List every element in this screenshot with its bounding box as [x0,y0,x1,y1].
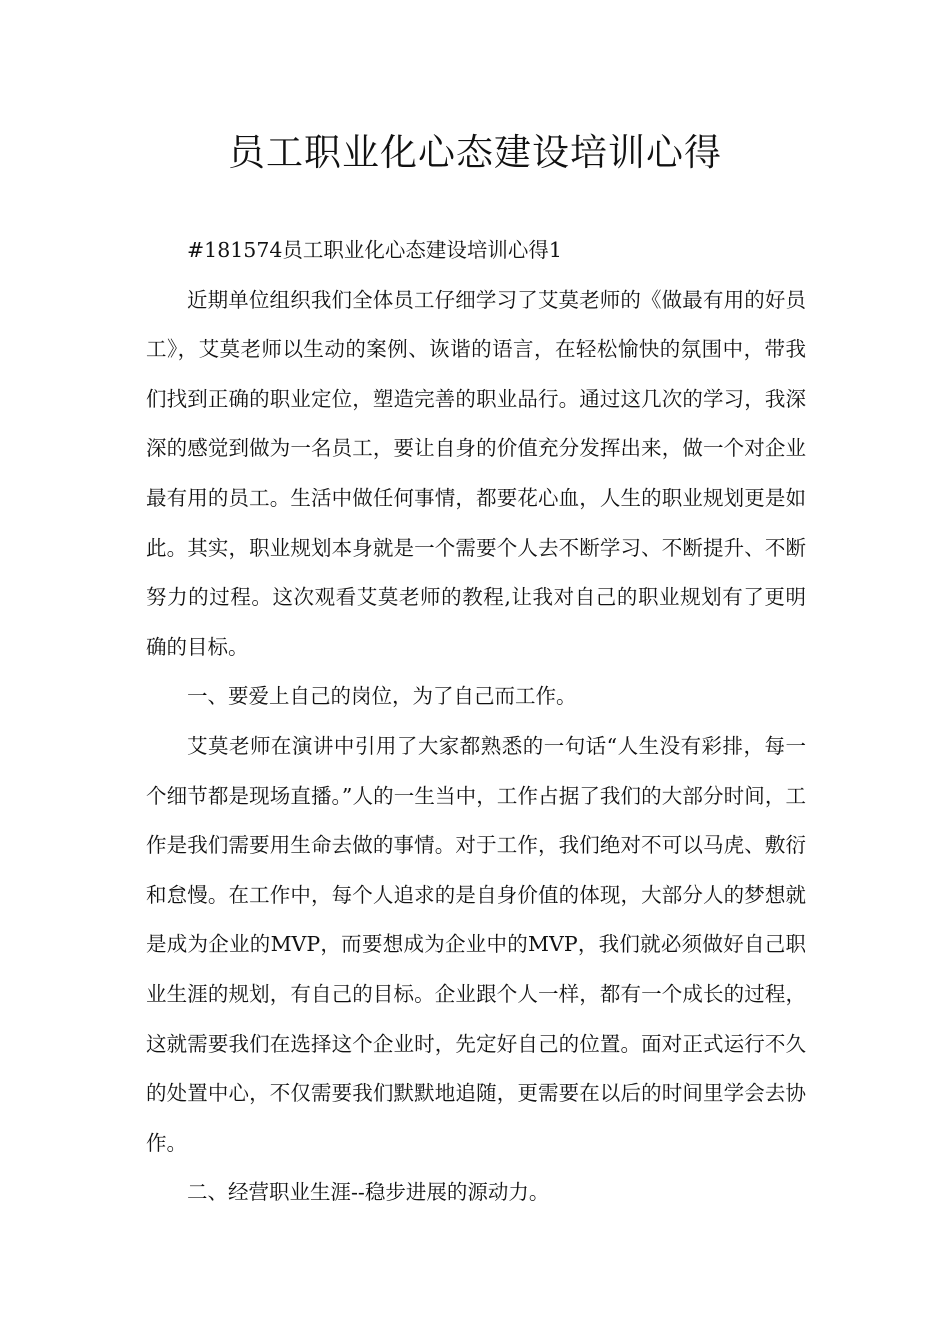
document-subtitle: #181574员工职业化心态建设培训心得1 [187,238,562,262]
paragraph-section-1: 艾莫老师在演讲中引用了大家都熟悉的一句话“人生没有彩排，每一个细节都是现场直播。”人的一生当中，工作占据了我们的大部分时间，工作是我们需要用生命去做的事情。对于工作，我们绝对不可以马虎、敷衍和怠慢。在工作中，每个人追求的是自身价值的体现，大部分人的梦想就是成为企业的MVP，而要想成为企业中的MVP，我们就必须做好自己职业生涯的规划，有自己的目标。企业跟个人一样，都有一个成长的过程，这就需要我们在选择这个企业时，先定好自己的位置。面对正式运行不久的处置中心，不仅需要我们默默地追随，更需要在以后的时间里学会去协作。 [146,733,806,1155]
paragraph-intro: 近期单位组织我们全体员工仔细学习了艾莫老师的《做最有用的好员工》，艾莫老师以生动的案例、诙谐的语言，在轻松愉快的氛围中，带我们找到正确的职业定位，塑造完善的职业品行。通过这几次的学习，我深深的感觉到做为一名员工，要让自身的价值充分发挥出来，做一个对企业最有用的员工。生活中做任何事情，都要花心血，人生的职业规划更是如此。其实，职业规划本身就是一个需要个人去不断学习、不断提升、不断努力的过程。这次观看艾莫老师的教程,让我对自己的职业规划有了更明确的目标。 [146,287,806,659]
section-heading-2: 二、经营职业生涯--稳步进展的源动力。 [187,1180,550,1205]
section-heading-1: 一、要爱上自己的岗位，为了自己而工作。 [187,684,577,709]
document-body [146,226,806,1218]
page-title: 员工职业化心态建设培训心得 [228,131,722,174]
